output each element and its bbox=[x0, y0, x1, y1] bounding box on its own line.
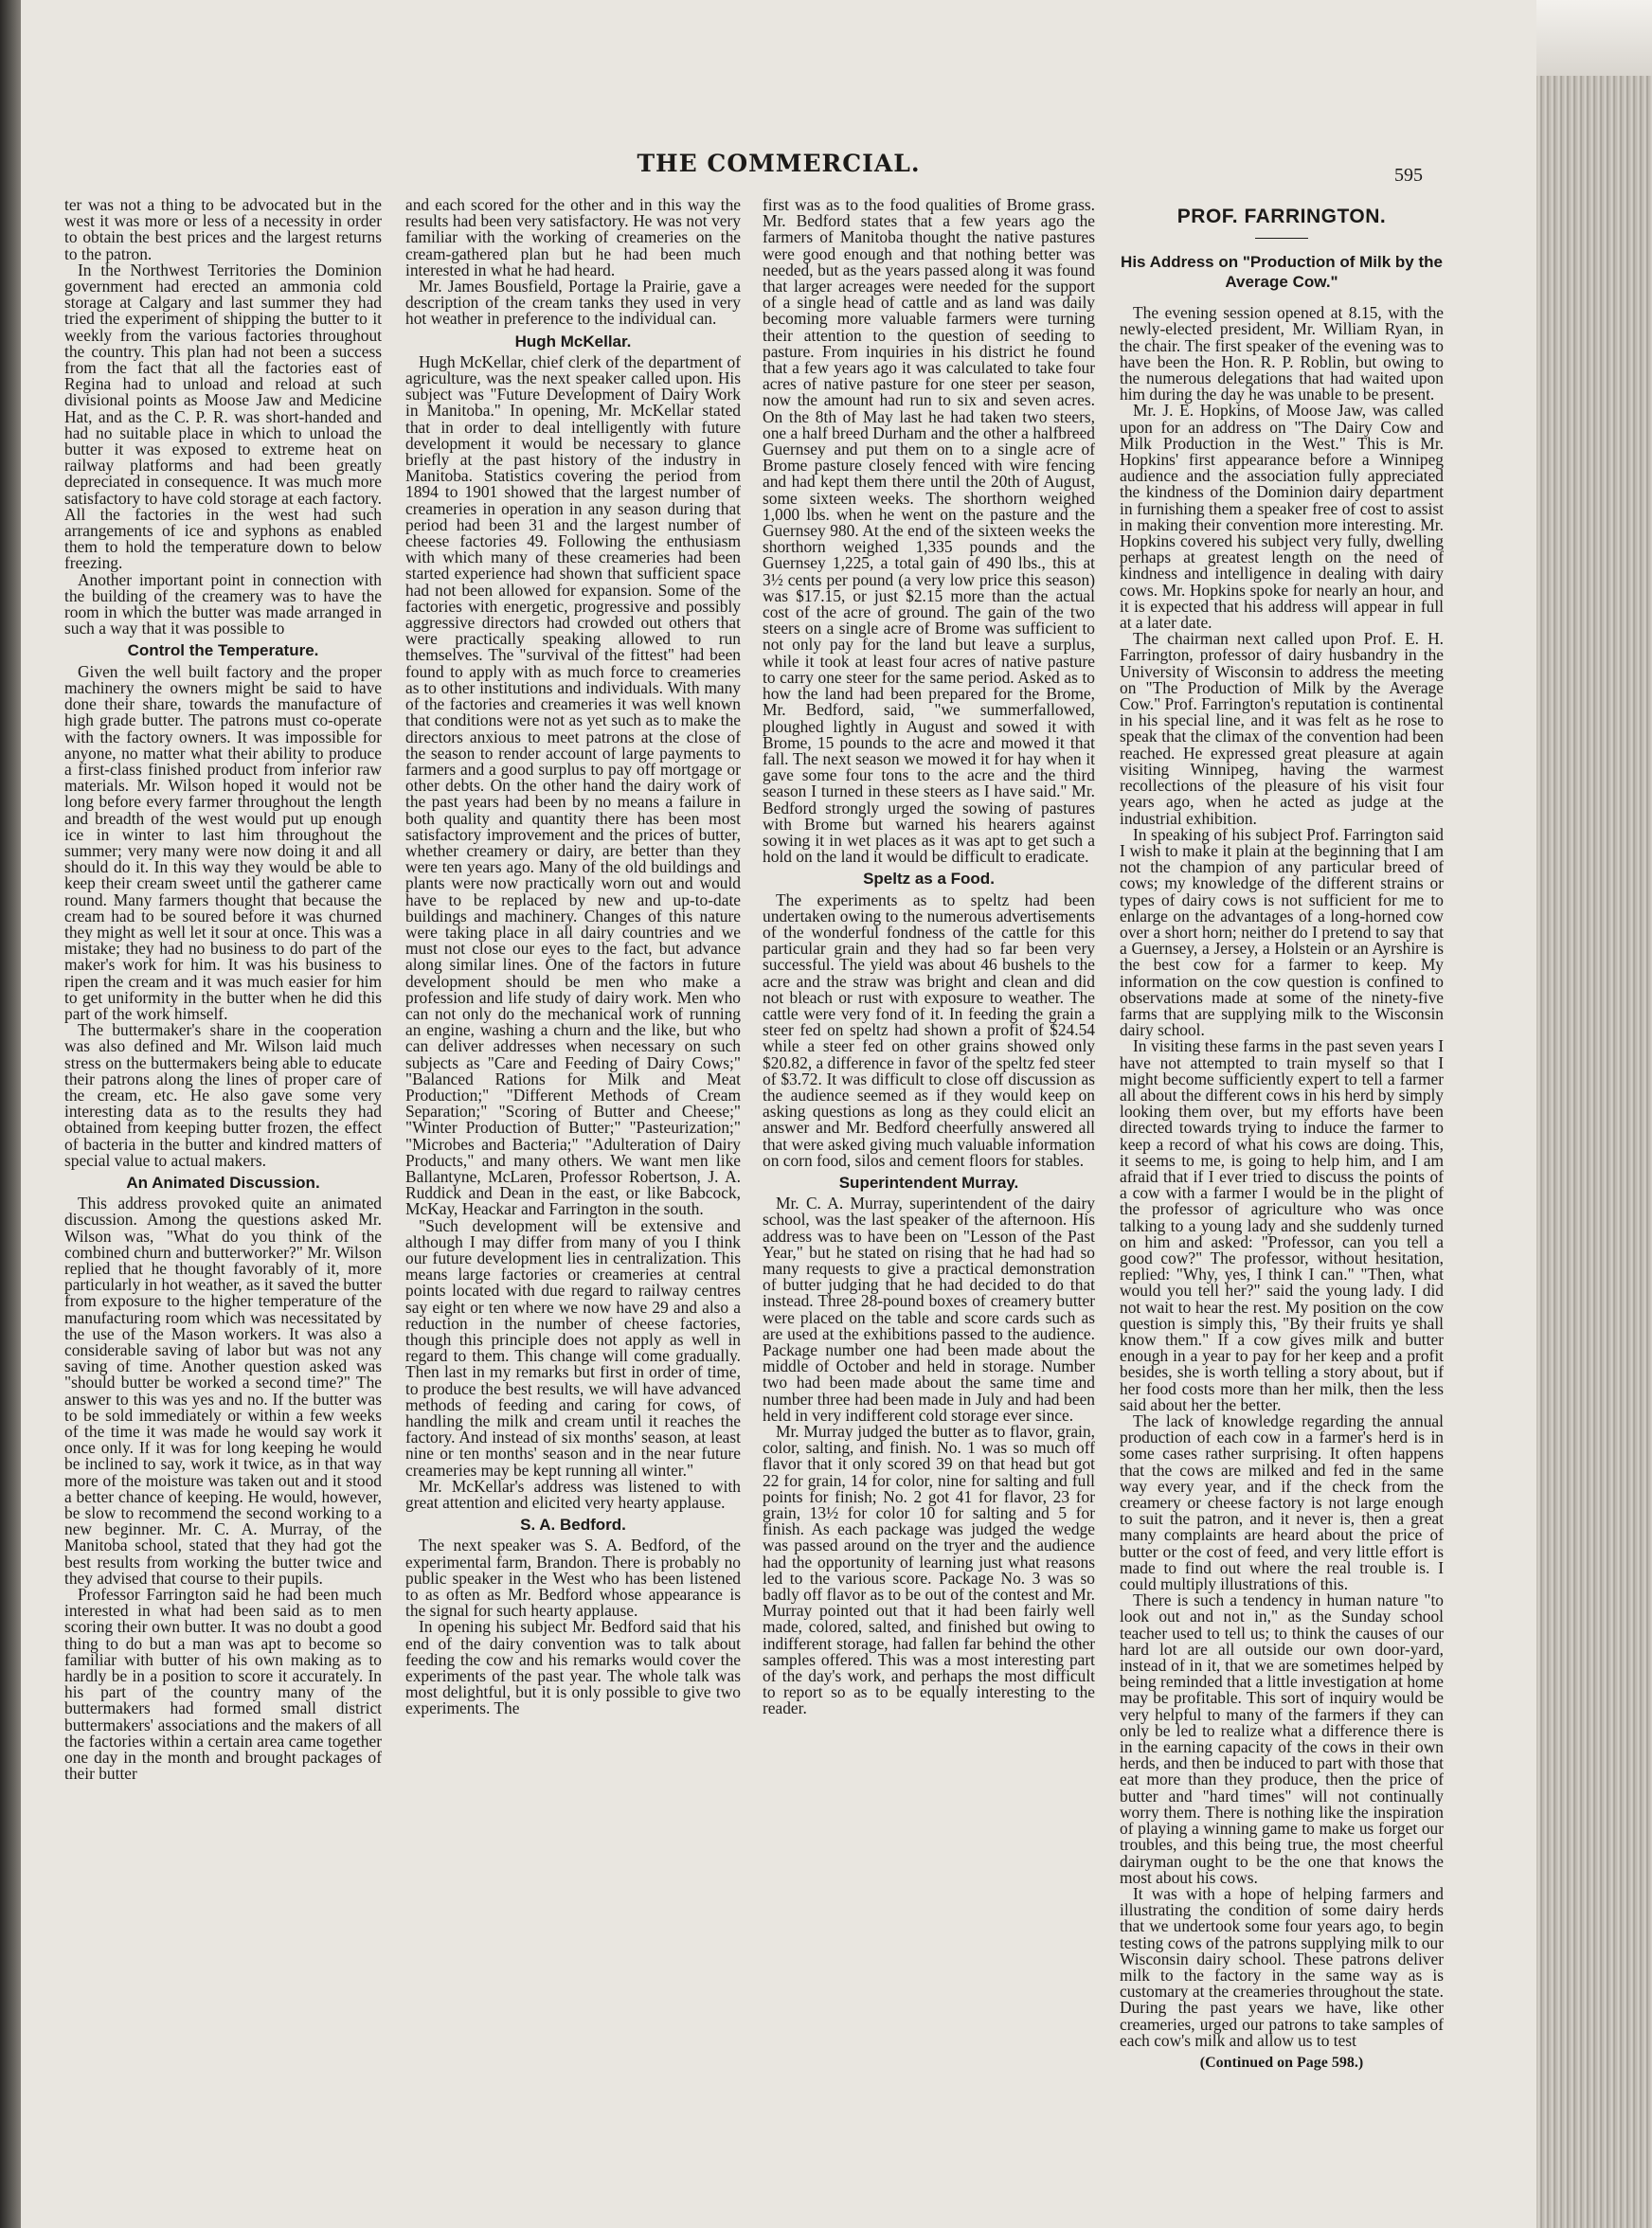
paragraph: and each scored for the other and in this way the results had been very satisfactory. He was not very familiar with the working of creameries on the cream-gathered plan but he had been much interested in what he had heard. bbox=[405, 197, 741, 279]
section-heading: Control the Temperature. bbox=[127, 641, 319, 660]
divider bbox=[1255, 238, 1308, 239]
continuation-note: (Continued on Page 598.) bbox=[1199, 2054, 1364, 2071]
paragraph: Mr. C. A. Murray, superintendent of the dairy school, was the last speaker of the afternoon. His address was to have been on "Lesson of the Past Year," but he stated on rising that he had had so many requests to give a practical demonstration of butter judging that he had decided to do that instead. Three 28-pound boxes of creamery butter were placed on the table and score cards such as are used at the exhibitions passed to the audience. Package number one had been made about the middle of October and held in storage. Number two had been made about the same time and number three had been made in July and had been held in very indifferent cold storage ever since. bbox=[763, 1194, 1095, 1425]
paragraph: Mr. McKellar's address was listened to with great attention and elicited very hearty applause. bbox=[405, 1476, 741, 1513]
paragraph: Mr. James Bousfield, Portage la Prairie, gave a description of the cream tanks they used in very hot weather in preference to the individual can. bbox=[405, 277, 741, 329]
paragraph: Mr. Murray judged the butter as to flavor, grain, color, salting, and finish. No. 1 was so much off flavor that it only scored 39 on that head but got 22 for grain, 14 for color, nine for salting and full points for finish; No. 2 got 41 for flavor, 23 for grain, 13½ for color 10 for salting and 5 for finish. As each package was judged the wedge was passed around on the tryer and the audience had the opportunity of learning just what reasons led to the various score. Package No. 3 was so badly off flavor as to be out of the contest and Mr. Murray pointed out that it had been fairly well made, colored, salted, and finished but owing to indifferent storage, had fallen far behind the other samples offered. This was a most interesting part of the day's work, and perhaps the most difficult to report so as to be equally interesting to the reader. bbox=[763, 1422, 1095, 1718]
paragraph: ter was not a thing to be advocated but in the west it was more or less of a necessity in order to obtain the best prices and the largest returns to the patron. bbox=[64, 197, 382, 263]
section-heading: Superintendent Murray. bbox=[838, 1173, 1019, 1192]
paragraph: It was with a hope of helping farmers and illustrating the condition of some dairy herds that we undertook some four years ago, to begin testing cows of the patrons supplying milk to our Wisconsin dairy school. These patrons deliver milk to the factory in the same way as is customary at the creameries throughout the state. During the past years we have, like other creameries, urged our patrons to take samples of each cow's milk and allow us to test bbox=[1120, 1883, 1444, 2050]
paragraph: The buttermaker's share in the cooperation was also defined and Mr. Wilson laid much stress on the buttermakers being able to educate their patrons along the lines of proper care of the cream, etc. He also gave some very interesting data as to the results they had obtained from keeping butter frozen, the effect of bacteria in the butter and kindred matters of special value to actual makers. bbox=[64, 1020, 382, 1170]
paragraph: Mr. J. E. Hopkins, of Moose Jaw, was called upon for an address on "The Dairy Cow and Milk Production in the West." This is Mr. Hopkins' first appearance before a Winnipeg audience and the association fully appreciated the kindness of the Dominion dairy department in furnishing them a speaker free of cost to assist in making their convention more interesting. Mr. Hopkins covered his subject very fully, dwelling perhaps at greatest length on the need of kindness and intelligence in dealing with dairy cows. Mr. Hopkins spoke for nearly an hour, and it is expected that his address will appear in full at a later date. bbox=[1120, 401, 1444, 633]
paragraph: Professor Farrington said he had been much interested in what had been said as to men scoring their own butter. It was no doubt a good thing to do but a man was apt to become so familiar with butter of his own making as to hardly be in a position to score it accurately. In his part of the country many of the buttermakers had formed small district buttermakers' associations and the makers of all the factories within a certain area came together one day in the month and brought packages of their butter bbox=[64, 1585, 382, 1784]
paragraph: In visiting these farms in the past seven years I have not attempted to train myself so that I might become sufficiently expert to tell a farmer all about the different cows in his herd by simply looking them over, but my efforts have been directed towards trying to induce the farmer to keep a record of what his cows are doing. This, it seems to me, is going to help him, and I am afraid that if I ever tried to discuss the points of a cow with a farmer I would be in the plight of the professor of agriculture who was once talking to a young lady and she suddenly turned on him and asked: "Professor, can you tell a good cow?" The professor, without hesitation, replied: "Why, yes, I think I can." "Then, what would you tell her?" said the young lady. I did not wait to hear the rest. My position on the cow question is simply this, "By their fruits ye shall know them." If a cow gives milk and butter enough in a year to pay for her keep and a profit besides, she is worth telling a story about, but if her food costs more than her milk, then the less said about her the better. bbox=[1120, 1036, 1444, 1414]
paragraph: Given the well built factory and the proper machinery the owners might be said to have done their share, towards the manufacture of high grade butter. The patrons must co-operate with the factory owners. It was impossible for anyone, no matter what their ability to produce a first-class finished product from inferior raw materials. Mr. Wilson hoped it would not be long before every farmer throughout the length and breadth of the west would put up enough ice in winter to last him throughout the summer; very many were now doing it and all should do it. In this way they would be able to keep their cream sweet until the gatherer came round. Many farmers thought that because the cream had to be soured before it was churned they might as well let it sour at once. This was a mistake; they had no business to do part of the maker's work for him. It was his business to ripen the cream and it was much easier for him to get uniformity in the butter when he did this part of the work himself. bbox=[64, 661, 382, 1023]
paragraph: In opening his subject Mr. Bedford said that his end of the dairy convention was to talk about feeding the cow and his remarks would cover the experiments of the past year. The whole talk was most delightful, but it is only possible to give two experiments. The bbox=[405, 1617, 741, 1718]
column-3 bbox=[763, 197, 1095, 2196]
page-edges bbox=[1536, 76, 1652, 2228]
column-1 bbox=[64, 197, 382, 2196]
article-title: PROF. FARRINGTON. bbox=[1176, 206, 1387, 227]
paragraph: This address provoked quite an animated discussion. Among the questions asked Mr. Wilson was, "What do you think of the combined churn and butterworker?" Mr. Wilson replied that he thought favorably of it, more particularly in hot weather, as it saved the butter from exposure to the higher temperature of the manufacturing room which was necessitated by the use of the Mason workers. It was also a considerable saving of labor but was not any saving of time. Another question asked was "should butter be worked a second time?" The answer to this was yes and no. If the butter was to be sold immediately or within a few weeks of the time it was made he would say work it once only. If it was for long keeping he would be inclined to say, work it twice, as in that way more of the moisture was taken out and it stood a better chance of keeping. He would, however, be slow to recommend the second working to a new beginner. Mr. C. A. Murray, of the Manitoba school, stated that they had got the best results from working the butter twice and they advised that course to their pupils. bbox=[64, 1194, 382, 1588]
paragraph: The next speaker was S. A. Bedford, of the experimental farm, Brandon. There is probably no public speaker in the West who has been listened to as often as Mr. Bedford whose appearance is the signal for such hearty applause. bbox=[405, 1536, 741, 1621]
paragraph: In the Northwest Territories the Dominion government had erected an ammonia cold storage at Calgary and last summer they had tried the experiment of shipping the butter to it weekly from the various factories throughout the country. This plan had not been a success from the fact that all the factories east of Regina had to unload and reload at such divisional points as Moose Jaw and Medicine Hat, and as the C. P. R. was short-handed and had no suitable place in which to unload the butter it was exposed to extreme heat on railway platforms and had been greatly depreciated in consequence. It was much more satisfactory to have cold storage at each factory. All the factories in the west had such arrangements of ice and syphons as enabled them to hold the temperature down to below freezing. bbox=[64, 260, 382, 573]
paragraph: There is such a tendency in human nature "to look out and not in," as the Sunday school teacher used to tell us; to think the causes of our hard lot are all outside our own door-yard, instead of in it, that we are sometimes helped by being reminded that a little investigation at home may be profitable. This sort of inquiry would be very helpful to many of the farmers if they can only be led to realize what a difference there is in the earning capacity of the cows in their own herds, and then be induced to part with those that eat more than they produce, then the price of butter and "hard times" will not continually worry them. There is nothing like the inspiration of playing a winning game to make us forget our troubles, and this being true, the most cheerful dairyman ought to be the one that knows the most about his cows. bbox=[1120, 1590, 1444, 1887]
page-number: 595 bbox=[1394, 165, 1423, 186]
paragraph: first was as to the food qualities of Brome grass. Mr. Bedford states that a few years ago the farmers of Manitoba thought the native pastures were good enough and that nothing better was needed, but as the years passed along it was found that larger acreages were needed for the support of a single head of cattle and as land was daily becoming more valuable farmers were turning their attention to the question of seeding to pasture. From inquiries in his district he found that a few years ago it was calculated to take four acres of native pasture for one steer per season, now the amount had run to six and seven acres. On the 8th of May last he had taken two steers, one a half breed Durham and the other a halfbreed Guernsey and put them on to a single acre of Brome pasture closely fenced with wire fencing and had kept them there until the 20th of August, some sixteen weeks. The shorthorn weighed 1,000 lbs. when he went on the pasture and the Guernsey 980. At the end of the sixteen weeks the shorthorn weighed 1,335 pounds and the Guernsey 1,225, a total gain of 490 lbs., this at 3½ cents per pound (a very low price this season) was $17.15, or just $2.15 more than the actual cost of the acre of ground. The gain of the two steers on a single acre of Brome was sufficient to not only pay for the land but leave a surplus, while it took at least four acres of native pasture to carry one steer for the same period. Asked as to how the land had been prepared for the Brome, Mr. Bedford, said, "we summerfallowed, ploughed lightly in August and sowed it with Brome, 15 pounds to the acre and mowed it that fall. The next season we mowed it for hay when it gave some four tons to the acre and the third season I turned in these steers as I have said." Mr. Bedford strongly urged the sowing of pastures with Brome but warned his hearers against sowing it in wet places as it was apt to get such a hold on the land it would be difficult to eradicate. bbox=[763, 197, 1095, 867]
paragraph: Another important point in connection with the building of the creamery was to have the room in which the butter was made arranged in such a way that it was possible to bbox=[64, 569, 382, 638]
column-4 bbox=[1120, 197, 1444, 2196]
paragraph: In speaking of his subject Prof. Farrington said I wish to make it plain at the beginning that I am not the champion of any particular breed of cows; my knowledge of the different strains or types of dairy cows is not sufficient for me to enlarge on the advantages of a long-horned cow over a short horn; neither do I pretend to say that a Guernsey, a Jersey, a Holstein or an Ayrshire is the best cow for a farmer to keep. My information on the cow question is confined to observations made at some of the ninety-five farms that are supplying milk to the Wisconsin dairy school. bbox=[1120, 824, 1444, 1040]
section-heading: Hugh McKellar. bbox=[514, 332, 632, 350]
paragraph: The experiments as to speltz had been undertaken owing to the numerous advertisements of the wonderful fondness of the cattle for this particular grain and they had so far been very successful. The yield was about 46 bushels to the acre and the straw was bright and clean and did not bleach or rust with exposure to weather. The cattle were very fond of it. In feeding the grain a steer fed on speltz had shown a profit of $24.54 while a steer fed on other grains showed only $20.82, a difference in favor of the speltz fed steer of $3.72. It was difficult to close off discussion as the audience seemed as if they would keep on asking questions as long as they could elicit an answer and Mr. Bedford cheerfully answered all that were asked giving much valuable information on corn food, silos and cement floors for stables. bbox=[763, 889, 1095, 1170]
paragraph: "Such development will be extensive and although I may differ from many of you I think our future development lies in centralization. This means large factories or creameries at central points located with due regard to railway centres say eight or ten where we now have 29 and also a reduction in the number of cheese factories, though this principle does not apply as well in regard to them. This change will come gradually. Then last in my remarks but first in order of time, to produce the best results, we will have advanced methods of feeding and caring for cows, of handling the milk and cream until it reaches the factory. And instead of six months' season, at least nine or ten months' season and in the near future creameries may be kept running all winter." bbox=[405, 1215, 741, 1480]
newspaper-page bbox=[21, 0, 1536, 2228]
column-2 bbox=[405, 197, 741, 2196]
paragraph: The evening session opened at 8.15, with the newly-elected president, Mr. William Ryan, in the chair. The first speaker of the evening was to have been the Hon. R. P. Roblin, but owing to the numerous delegations that had waited upon him during the day he was unable to be present. bbox=[1120, 303, 1444, 404]
paragraph: The lack of knowledge regarding the annual production of each cow in a farmer's herd is in some cases rather surprising. It often happens that the cows are milked and fed in the same way every year, and if the check from the creamery or cheese factory is not large enough to suit the patron, and it never is, then a great many complaints are heard about the price of butter or the cost of feed, and very little effort is made to find out where the real trouble is. I could multiply illustrations of this. bbox=[1120, 1411, 1444, 1594]
paragraph: Hugh McKellar, chief clerk of the department of agriculture, was the next speaker called upon. His subject was "Future Development of Dairy Work in Manitoba." In opening, Mr. McKellar stated that in order to deal intelligently with future development it would be necessary to glance briefly at the past history of the industry in Manitoba. Statistics covering the period from 1894 to 1901 showed that the largest number of creameries in operation in any season during that period had been 31 and the largest number of cheese factories 49. Following the enthusiasm with which many of these creameries had been started experience had shown that sufficient space had not been allowed for expansion. Some of the factories with energetic, progressive and possibly aggressive directors had crowded out others that were practically speaking allowed to run themselves. The "survival of the fittest" had been found to apply with as much force to creameries as to other institutions and individuals. With many of the factories and creameries it was well known that conditions were not as yet such as to make the directors anxious to meet patrons at the close of the season to render account of large payments to farmers and a good surplus to pay off mortgage or other debts. On the other hand the dairy work of the past years had been by no means a failure in both quality and quantity there has been most satisfactory improvement and the prices of butter, whether creamery or dairy, are better than they were ten years ago. Many of the old buildings and plants were now practically worn out and would have to be replaced by new and up-to-date buildings and machinery. Changes of this nature were taking place in all dairy countries and we must not close our eyes to the fact, but advance along similar lines. One of the factors in future development should be men who make a profession and life study of dairy work. Men who can not only do the mechanical work of running an engine, washing a churn and the like, but who can deliver addresses when necessary on such subjects as "Care and Feeding of Dairy Cows;" "Balanced Rations for Milk and Meat Production;" "Different Methods of Cream Separation;" "Scoring of Butter and Cheese;" "Winter Production of Butter;" "Pasteurization;" "Microbes and Bacteria;" "Adulteration of Dairy Products," and many others. We want men like Ballantyne, McLaren, Professor Robertson, J. A. Ruddick and Dean in the east, or like Babcock, McKay, Heackar and Farrington in the south. bbox=[405, 351, 741, 1219]
section-heading: An Animated Discussion. bbox=[126, 1173, 320, 1192]
section-heading: Speltz as a Food. bbox=[863, 870, 995, 889]
paragraph: The chairman next called upon Prof. E. H. Farrington, professor of dairy husbandry in the University of Wisconsin to address the meeting on "The Production of Milk by the Average Cow." Prof. Farrington's reputation is continental in his special line, and it was felt as he rose to speak that the climax of the convention had been reached. He expressed great pleasure at again visiting Winnipeg, having the warmest recollections of the pleasure of his visit four years ago, when he acted as judge at the industrial exhibition. bbox=[1120, 629, 1444, 828]
article-subhead: His Address on "Production of Milk by the Average Cow." bbox=[1121, 253, 1443, 292]
section-heading: S. A. Bedford. bbox=[520, 1516, 626, 1535]
masthead: THE COMMERCIAL. bbox=[637, 150, 921, 177]
